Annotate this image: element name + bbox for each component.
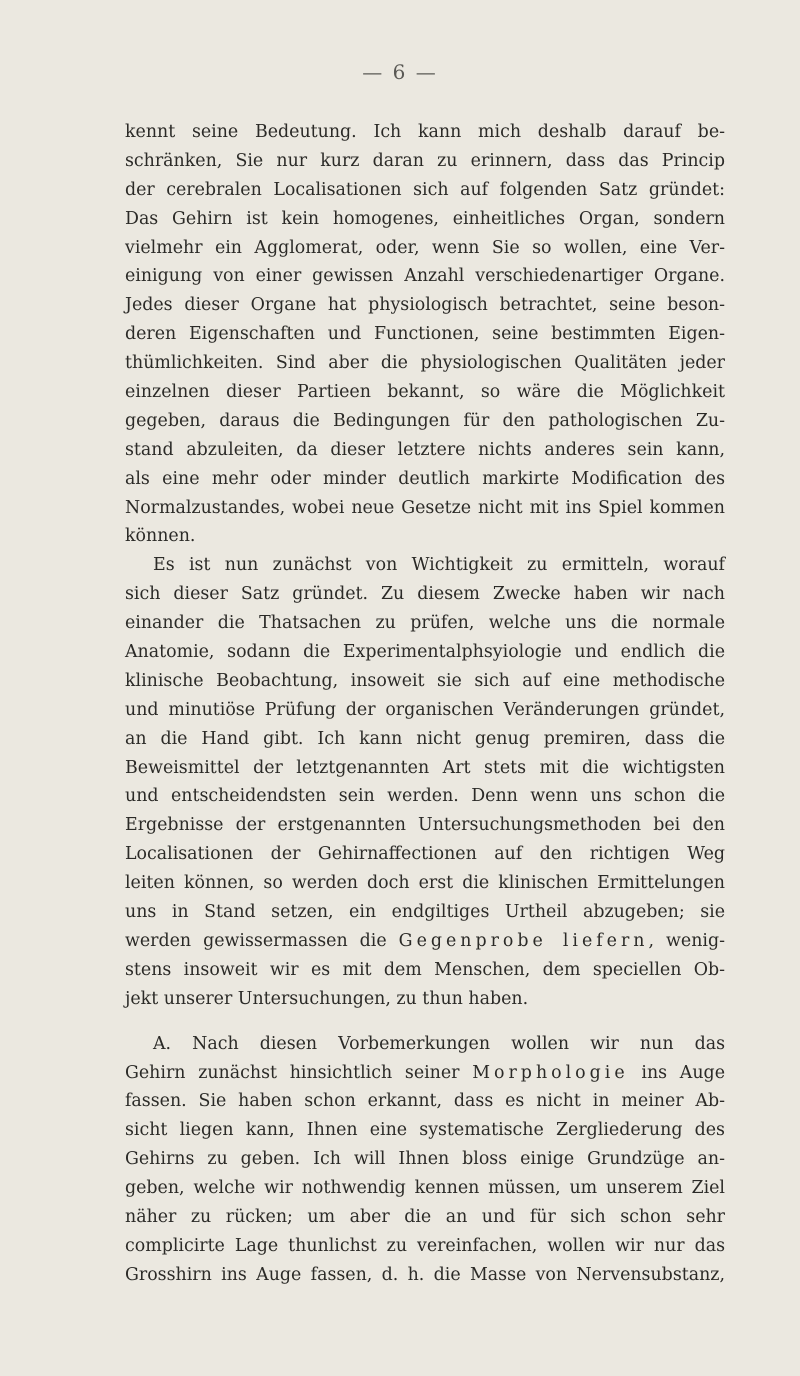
text-line: klinische Beobachtung, insoweit sie sich auf eine methodische <box>125 670 725 691</box>
text-run: , wenig- <box>648 930 725 951</box>
paragraph-3 <box>125 1030 725 1290</box>
text-line: complicirte Lage thunlichst zu vereinfachen, wollen wir nur das <box>125 1235 725 1256</box>
paragraph-1 <box>125 118 725 551</box>
text-line: Es ist nun zunächst von Wichtigkeit zu ermitteln, worauf <box>153 555 725 576</box>
text-line: stens insoweit wir es mit dem Menschen, dem speciellen Ob- <box>125 959 725 980</box>
text-line: als eine mehr oder minder deutlich markirte Modification des <box>125 468 725 489</box>
text-line: schränken, Sie nur kurz daran zu erinnern, dass das Princip <box>125 150 725 171</box>
text-line: Localisationen der Gehirnaffectionen auf den richtigen Weg <box>125 844 725 865</box>
text-line: Anatomie, sodann die Experimentalphsyiologie und endlich die <box>125 642 725 663</box>
text-line: jekt unserer Untersuchungen, zu thun haben. <box>125 988 529 1009</box>
text-line <box>125 927 725 956</box>
text-line: der cerebralen Localisationen sich auf folgenden Satz gründet: <box>125 179 725 200</box>
text-line <box>125 1059 725 1088</box>
text-run: werden gewissermassen die <box>125 930 399 951</box>
text-line: können. <box>125 526 196 547</box>
emphasized-text: Gegenprobe liefern <box>398 930 649 951</box>
paragraph-2 <box>125 551 725 1013</box>
text-run: ins Auge <box>628 1062 725 1083</box>
text-line: und entscheidendsten sein werden. Denn wenn uns schon die <box>125 786 725 807</box>
text-line: Normalzustandes, wobei neue Gesetze nicht mit ins Spiel kommen <box>125 497 725 518</box>
text-line: Das Gehirn ist kein homogenes, einheitliches Organ, sondern <box>125 208 725 229</box>
text-line: Ergebnisse der erstgenannten Untersuchungsmethoden bei den <box>125 815 725 836</box>
text-line: an die Hand gibt. Ich kann nicht genug premiren, dass die <box>125 728 725 749</box>
emphasized-text: Morphologie <box>472 1062 629 1083</box>
text-line: Gehirns zu geben. Ich will Ihnen bloss einige Grundzüge an- <box>125 1149 725 1170</box>
text-line: stand abzuleiten, da dieser letztere nichts anderes sein kann, <box>125 439 725 460</box>
text-line: fassen. Sie haben schon erkannt, dass es nicht in meiner Ab- <box>125 1091 725 1112</box>
text-line: vielmehr ein Agglomerat, oder, wenn Sie so wollen, eine Ver- <box>125 237 725 258</box>
text-run: Gehirn zunächst hinsichtlich seiner <box>125 1062 473 1083</box>
text-line: uns in Stand setzen, ein endgiltiges Urtheil abzugeben; sie <box>125 902 725 923</box>
text-line: sich dieser Satz gründet. Zu diesem Zwecke haben wir nach <box>125 584 725 605</box>
text-line: gegeben, daraus die Bedingungen für den pathologischen Zu- <box>125 410 725 431</box>
text-line: leiten können, so werden doch erst die klinischen Ermittelungen <box>125 873 725 894</box>
text-line: geben, welche wir nothwendig kennen müssen, um unserem Ziel <box>125 1178 725 1199</box>
text-line: Beweismittel der letztgenannten Art stets mit die wichtigsten <box>125 757 725 778</box>
text-line: einzelnen dieser Partieen bekannt, so wäre die Möglichkeit <box>125 382 725 403</box>
text-line: deren Eigenschaften und Functionen, seine bestimmten Eigen- <box>125 324 725 345</box>
text-line: sicht liegen kann, Ihnen eine systematische Zergliederung des <box>125 1120 725 1141</box>
text-line: A. Nach diesen Vorbemerkungen wollen wir nun das <box>153 1033 725 1054</box>
text-line: und minutiöse Prüfung der organischen Veränderungen gründet, <box>125 699 725 720</box>
text-line: thümlichkeiten. Sind aber die physiologischen Qualitäten jeder <box>125 353 725 374</box>
text-line: einander die Thatsachen zu prüfen, welche uns die normale <box>125 613 725 634</box>
paragraph-gap <box>125 1014 725 1030</box>
text-line: einigung von einer gewissen Anzahl verschiedenartiger Organe. <box>125 266 725 287</box>
text-line: kennt seine Bedeutung. Ich kann mich deshalb darauf be- <box>125 122 725 142</box>
body-text <box>125 118 725 1290</box>
text-line: näher zu rücken; um aber die an und für sich schon sehr <box>125 1206 725 1227</box>
page-number: — 6 — <box>362 60 438 84</box>
text-line: Jedes dieser Organe hat physiologisch betrachtet, seine beson- <box>125 295 725 316</box>
text-line: Grosshirn ins Auge fassen, d. h. die Masse von Nervensubstanz, <box>125 1264 725 1285</box>
